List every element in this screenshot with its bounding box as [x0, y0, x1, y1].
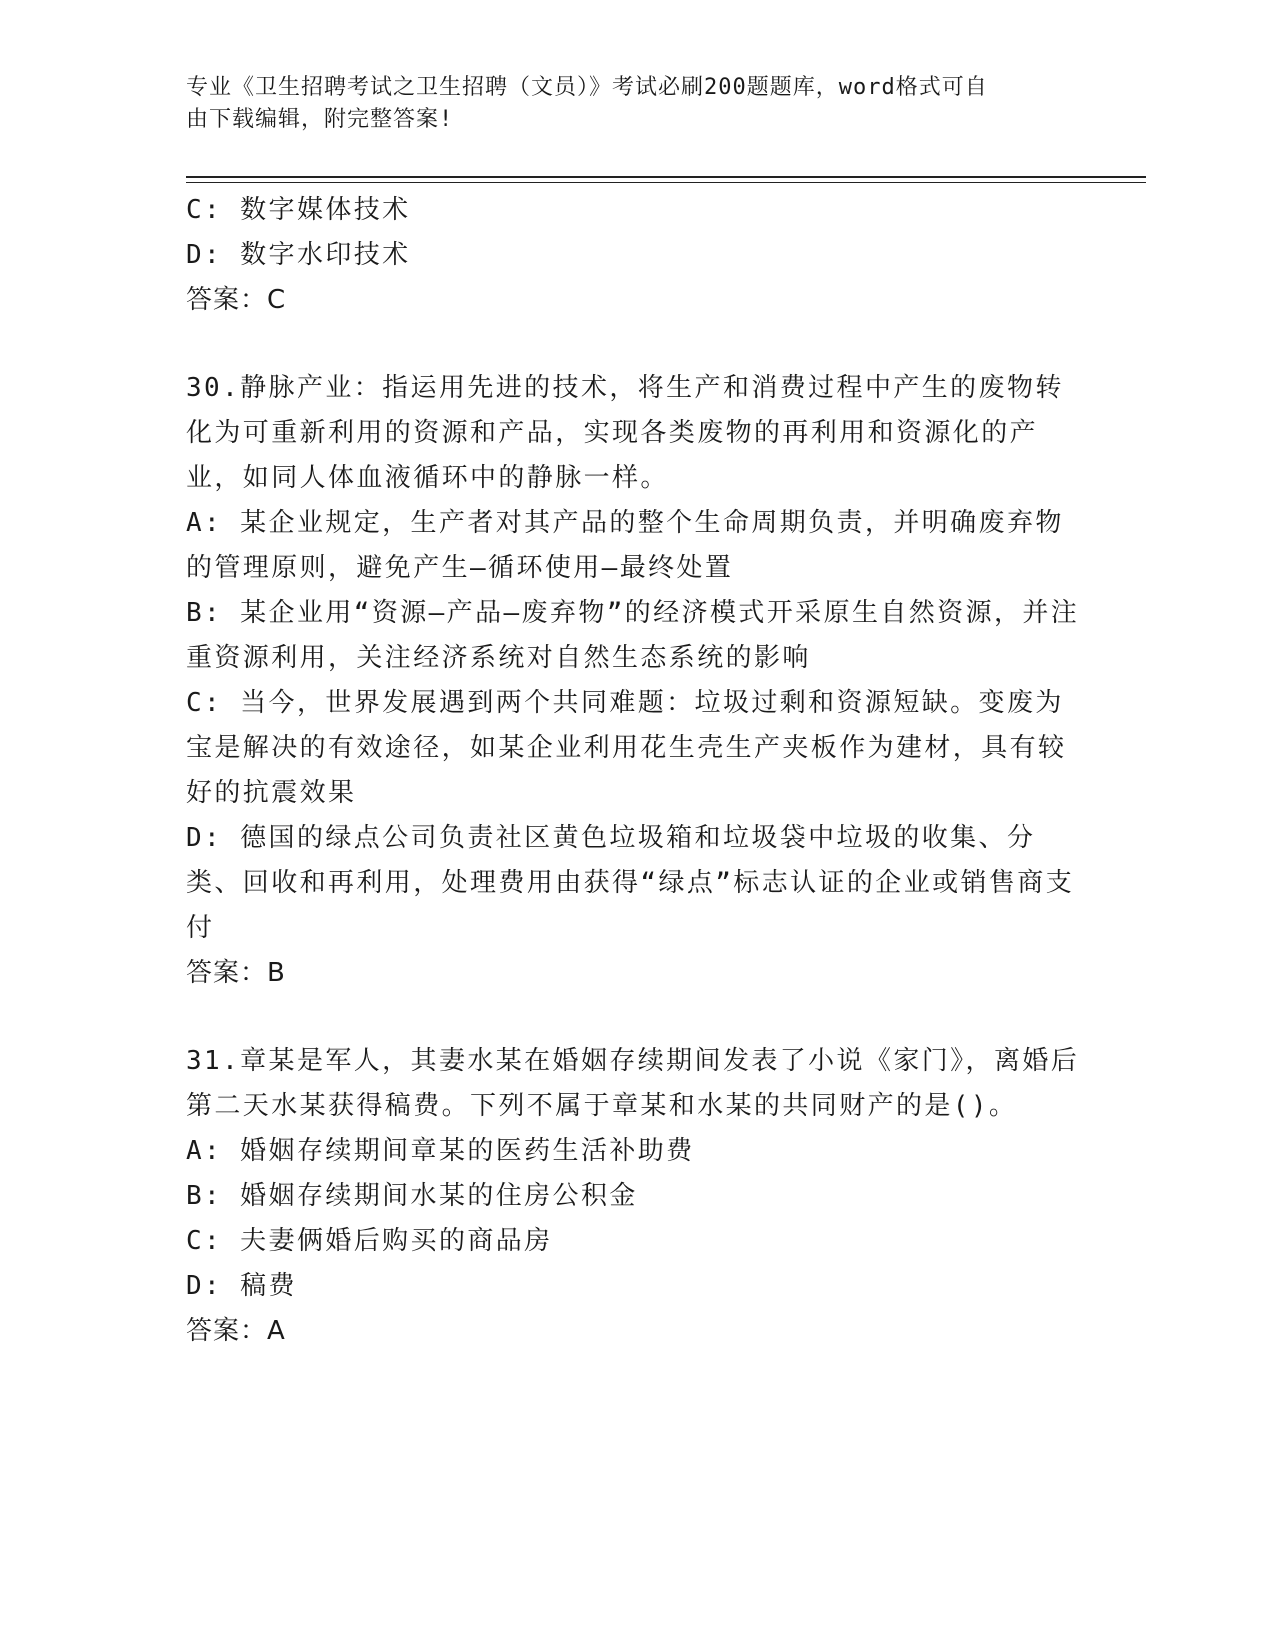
answer: 答案：A	[186, 1316, 286, 1346]
option-a: A: 婚姻存续期间章某的医药生活补助费	[186, 1136, 695, 1166]
spacer	[186, 996, 1086, 1039]
question-31	[186, 1039, 1086, 1354]
option-c: C: 当今，世界发展遇到两个共同难题：垃圾过剩和资源短缺。变废为宝是解决的有效途径，如某企业利用花生壳生产夹板作为建材，具有较好的抗震效果	[186, 688, 1067, 808]
option-b: B: 婚姻存续期间水某的住房公积金	[186, 1181, 638, 1211]
option-a: A: 某企业规定，生产者对其产品的整个生命周期负责，并明确废弃物的管理原则，避免产生—循环使用—最终处置	[186, 508, 1064, 583]
header-rule-thin	[186, 182, 1146, 183]
option-c: C: 数字媒体技术	[186, 195, 411, 225]
option-d: D: 稿费	[186, 1271, 297, 1301]
question-30	[186, 366, 1086, 996]
question-29-tail	[186, 188, 1086, 323]
question-content	[186, 188, 1086, 1354]
spacer	[186, 323, 1086, 366]
option-b: B: 某企业用“资源—产品—废弃物”的经济模式开采原生自然资源，并注重资源利用，关注经济系统对自然生态系统的影响	[186, 598, 1080, 673]
answer: 答案：C	[186, 285, 287, 315]
header-rule-thick	[186, 176, 1146, 178]
option-c: C: 夫妻俩婚后购买的商品房	[186, 1226, 553, 1256]
header-line-1: 专业《卫生招聘考试之卫生招聘（文员）》考试必刷200题题库，word格式可自	[186, 75, 988, 100]
header-line-2: 由下载编辑，附完整答案!	[186, 107, 454, 132]
option-d: D: 数字水印技术	[186, 240, 411, 270]
option-d: D: 德国的绿点公司负责社区黄色垃圾箱和垃圾袋中垃圾的收集、分类、回收和再利用，处理费用由获得“绿点”标志认证的企业或销售商支付	[186, 823, 1075, 943]
document-header	[186, 72, 1066, 136]
question-stem: 30.静脉产业：指运用先进的技术，将生产和消费过程中产生的废物转化为可重新利用的资源和产品，实现各类废物的再利用和资源化的产业，如同人体血液循环中的静脉一样。	[186, 373, 1064, 493]
question-stem: 31.章某是军人，其妻水某在婚姻存续期间发表了小说《家门》，离婚后第二天水某获得稿费。下列不属于章某和水某的共同财产的是()。	[186, 1046, 1080, 1121]
answer: 答案：B	[186, 958, 286, 988]
